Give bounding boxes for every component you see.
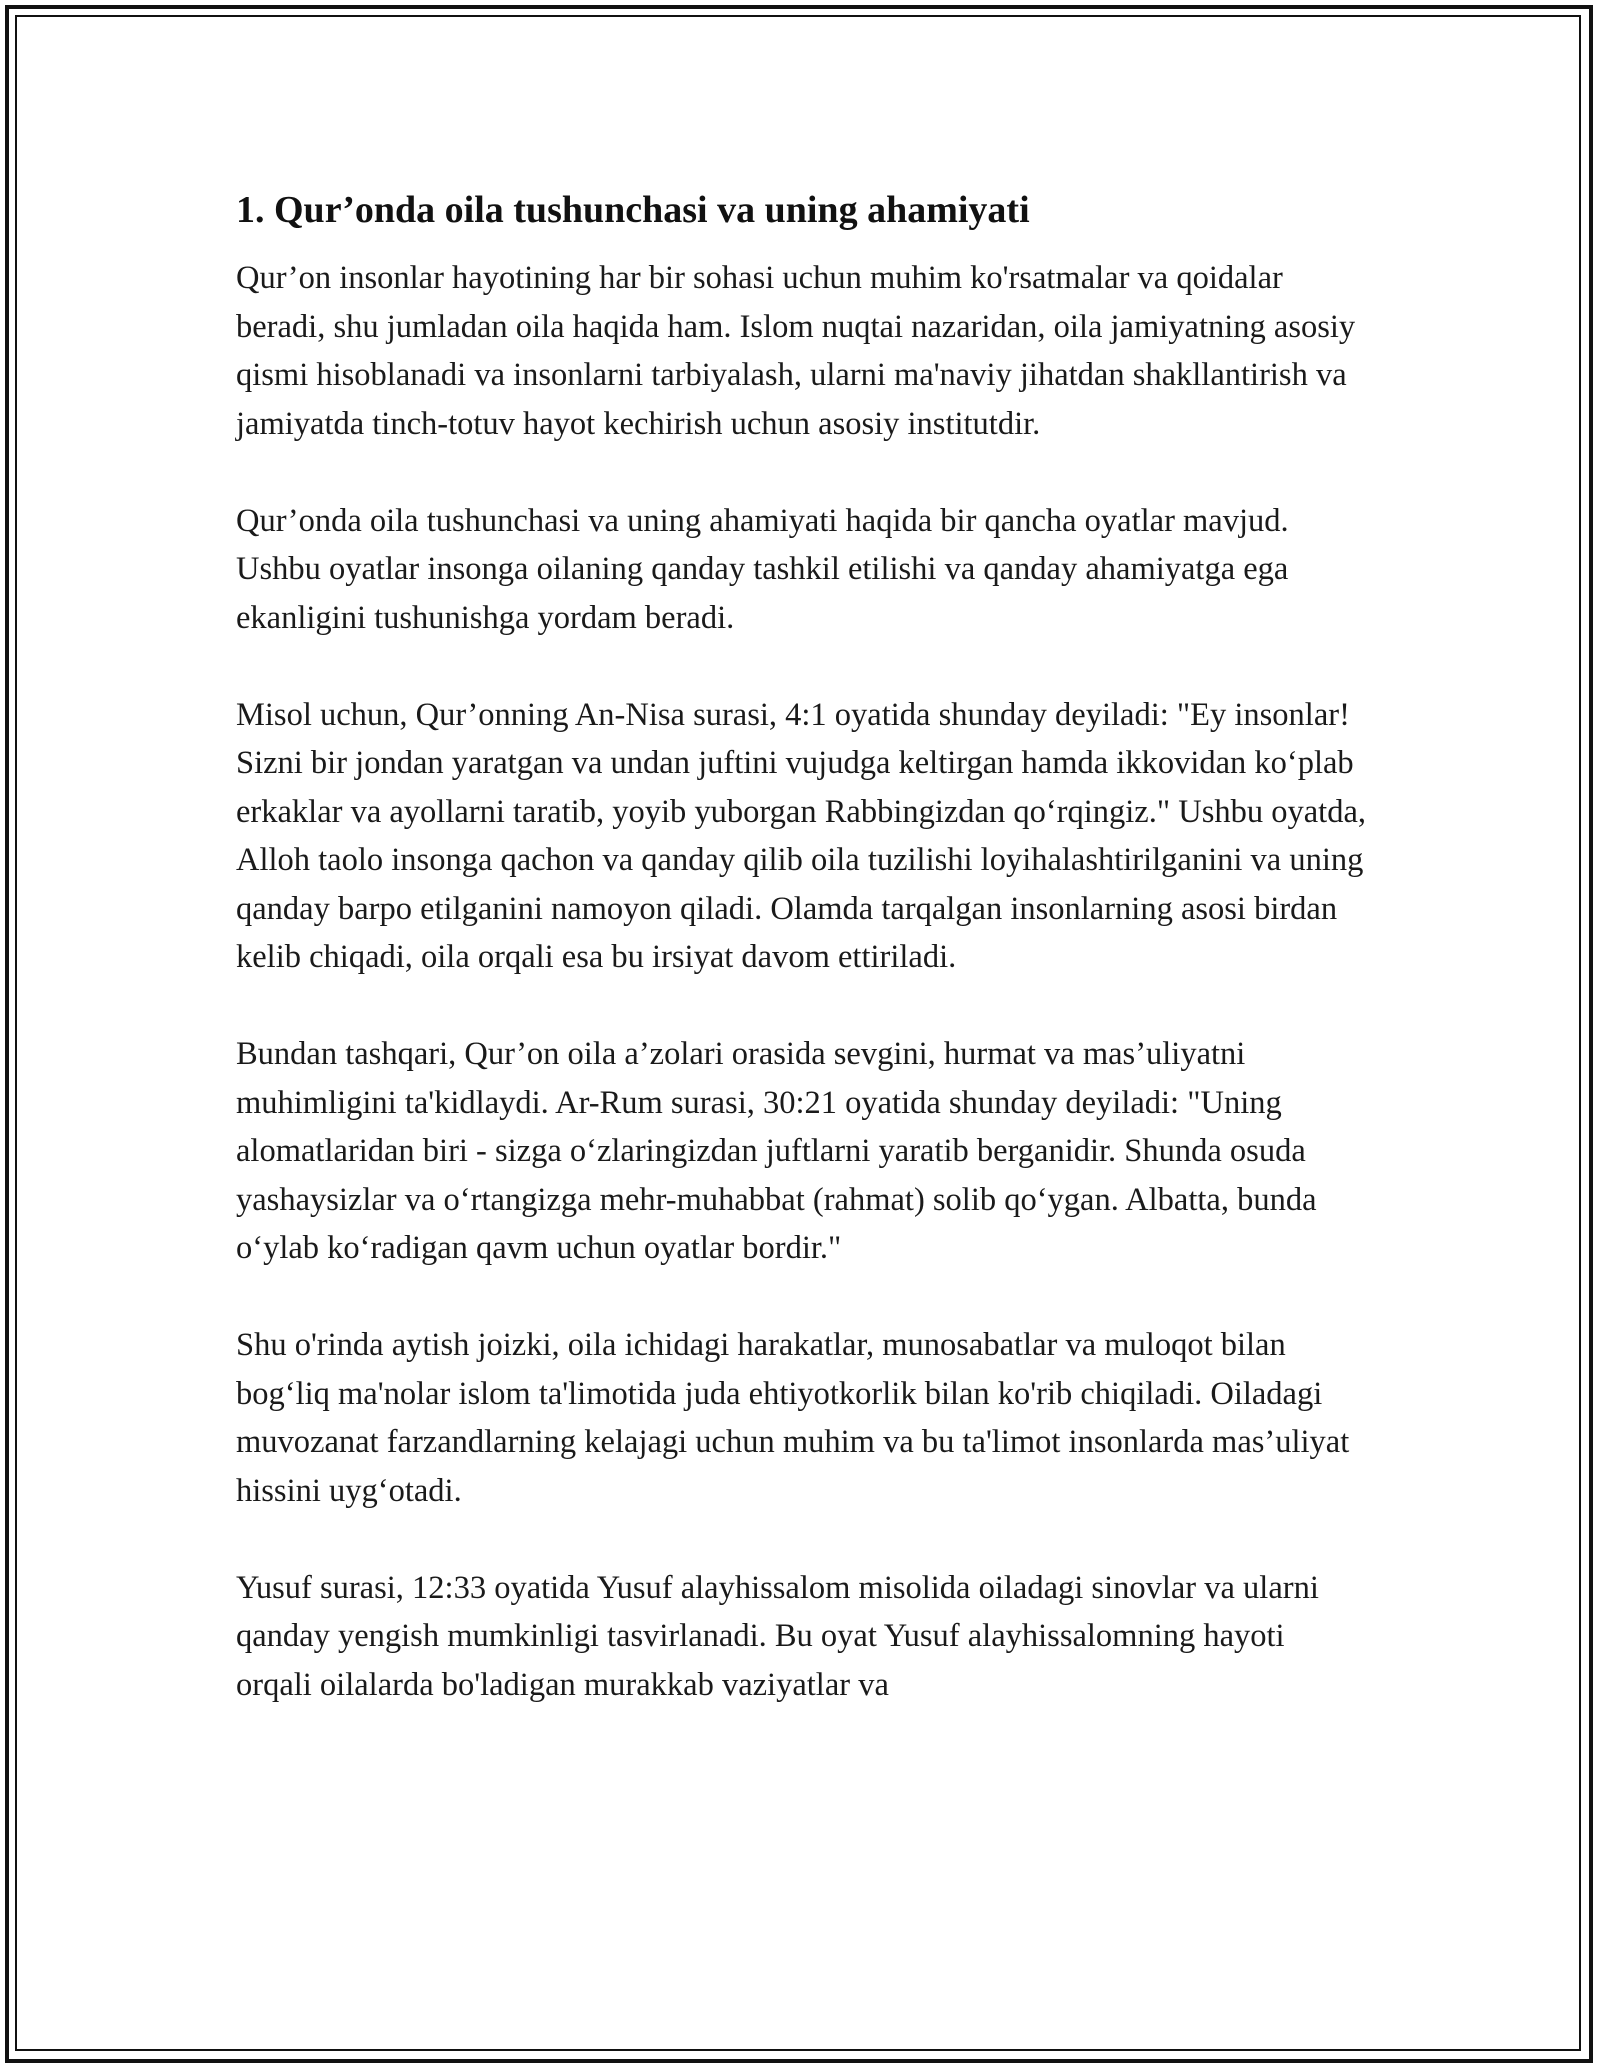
- paragraph-2: Qur’onda oila tushunchasi va uning ahamiyati haqida bir qancha oyatlar mavjud. Ushbu oyatlar insonga oilaning qanday tashkil etilishi va qanday ahamiyatga ega ekanligini tushunishga yordam beradi.: [236, 502, 1289, 636]
- paragraph-1: Qur’on insonlar hayotining har bir sohasi uchun muhim ko'rsatmalar va qoidalar beradi, shu jumladan oila haqida ham. Islom nuqtai nazaridan, oila jamiyatning asosiy qismi hisoblanadi va insonlarni tarbiyalash, ularni ma'naviy jihatdan shakllantirish va jamiyatda tinch-totuv hayot kechirish uchun asosiy institutdir.: [236, 260, 1356, 442]
- paragraph-4: Bundan tashqari, Qur’on oila a’zolari orasida sevgini, hurmat va mas’uliyatni muhimligini ta'kidlaydi. Ar-Rum surasi, 30:21 oyatida shunday deyiladi: "Uning alomatlaridan biri - sizga o‘zlaringizdan juftlarni yaratib berganidir. Shunda osuda yashaysizlar va o‘rtangizga mehr-muhabbat (rahmat) solib qo‘ygan. Albatta, bunda o‘ylab ko‘radigan qavm uchun oyatlar bordir.": [236, 1036, 1317, 1266]
- paragraph-3: Misol uchun, Qur’onning An-Nisa surasi, 4:1 oyatida shunday deyiladi: "Ey insonlar! Sizni bir jondan yaratgan va undan juftini vujudga keltirgan hamda ikkovidan ko‘plab erkaklar va ayollarni taratib, yoyib yuborgan Rabbingizdan qo‘rqingiz." Ushbu oyatda, Alloh taolo insonga qachon va qanday qilib oila tuzilishi loyihalashtirilganini va uning qanday barpo etilganini namoyon qiladi. Olamda tarqalgan insonlarning asosi birdan kelib chiqadi, oila orqali esa bu irsiyat davom ettiriladi.: [236, 696, 1366, 975]
- document-body: [236, 186, 1366, 1709]
- paragraph-6: Yusuf surasi, 12:33 oyatida Yusuf alayhissalom misolida oiladagi sinovlar va ularni qanday yengish mumkinligi tasvirlanadi. Bu oyat Yusuf alayhissalomning hayoti orqali oilalarda bo'ladigan murakkab vaziyatlar va: [236, 1569, 1319, 1703]
- section-heading: 1. Qur’onda oila tushunchasi va uning ahamiyati: [236, 189, 1030, 231]
- paragraph-5: Shu o'rinda aytish joizki, oila ichidagi harakatlar, munosabatlar va muloqot bilan bog‘liq ma'nolar islom ta'limotida juda ehtiyotkorlik bilan ko'rib chiqiladi. Oiladagi muvozanat farzandlarning kelajagi uchun muhim va bu ta'limot insonlarda mas’uliyat hissini uyg‘otadi.: [236, 1327, 1350, 1509]
